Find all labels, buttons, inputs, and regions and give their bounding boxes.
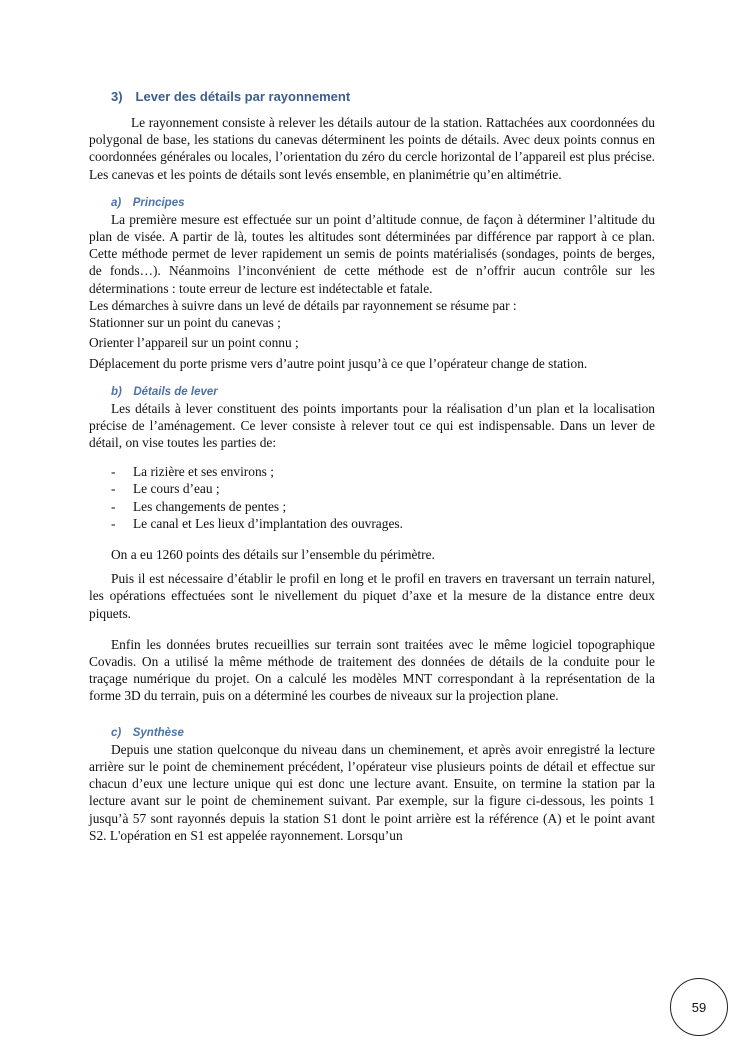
- principes-paragraph: La première mesure est effectuée sur un point d’altitude connue, de façon à déterminer l’altitude du plan de visée. A partir de là, toutes les altitudes sont déterminées par différence par rapport à ce plan. Cette méthode permet de lever rapidement un semis de points matérialisés (sondages, points de berges, de fonds…). Néanmoins l’inconvénient de cette méthode est de n’offrir aucun contrôle sur les déterminations : toute erreur de lecture est indétectable et fatale.: [89, 211, 655, 296]
- profil-paragraph: Puis il est nécessaire d’établir le profil en long et le profil en travers en traversant un terrain naturel, les opérations effectuées sont le nivellement du piquet d’axe et la mesure de la distance entre deux piquets.: [89, 571, 655, 621]
- subsection-title-details: b) Détails de lever: [111, 385, 218, 398]
- principes-step-1: Stationner sur un point du canevas ;: [89, 315, 281, 331]
- principes-step-2: Orienter l’appareil sur un point connu ;: [89, 335, 299, 351]
- list-item: - La rizière et ses environs ;: [89, 463, 655, 480]
- covadis-paragraph: Enfin les données brutes recueillies sur terrain sont traitées avec le même logiciel topographique Covadis. On a utilisé la même méthode de traitement des données de détails de la conduite pour le traçage numérique du projet. On a calculé les modèles MNT correspondant à la représentation de la forme 3D du terrain, puis on a déterminé les courbes de niveaux sur la projection plane.: [89, 636, 655, 704]
- list-item: - Le cours d’eau ;: [89, 480, 655, 497]
- intro-paragraph: Le rayonnement consiste à relever les détails autour de la station. Rattachées aux coordonnées du polygonal de base, les stations du canevas déterminent les points de détails. Avec deux points connus en coordonnées générales ou locales, l’orientation du zéro du cercle horizontal de l’appareil est plus précise. Les canevas et les points de détails sont levés ensemble, en planimétrie qu’en altimétrie.: [89, 115, 655, 182]
- details-paragraph: Les détails à lever constituent des points importants pour la réalisation d’un plan et la localisation précise de l’aménagement. Ce lever consiste à relever tout ce qui est indispensable. Dans un lever de détail, on vise toutes les parties de:: [89, 400, 655, 451]
- section-title: 3) Lever des détails par rayonnement: [111, 89, 351, 104]
- page-number-badge: 59: [670, 978, 728, 1036]
- details-count-paragraph: On a eu 1260 points des détails sur l’ensemble du périmètre.: [111, 547, 435, 563]
- list-item: - Les changements de pentes ;: [89, 498, 655, 515]
- subsection-title-synthese: c) Synthèse: [111, 726, 184, 739]
- details-list: [89, 463, 655, 532]
- subsection-title-principes: a) Principes: [111, 196, 185, 209]
- principes-step-3: Déplacement du porte prisme vers d’autre point jusqu’à ce que l’opérateur change de station.: [89, 356, 588, 372]
- synthese-paragraph: Depuis une station quelconque du niveau dans un cheminement, et après avoir enregistré la lecture arrière sur le point de cheminement précédent, l’opérateur vise plusieurs points de détail et effectue sur chacun d’eux une lecture unique qui est donc une lecture avant. Ensuite, on termine la station par la lecture avant sur le point de cheminement suivant. Par exemple, sur la figure ci-dessous, les points 1 jusqu’à 57 sont rayonnés depuis la station S1 dont le point arrière est la référence (A) et le point avant S2. L'opération en S1 est appelée rayonnement. Lorsqu’un: [89, 741, 655, 843]
- principes-steps-intro: Les démarches à suivre dans un levé de détails par rayonnement se résume par :: [89, 297, 517, 313]
- document-page: [89, 86, 655, 844]
- list-item: - Le canal et Les lieux d’implantation des ouvrages.: [89, 515, 655, 532]
